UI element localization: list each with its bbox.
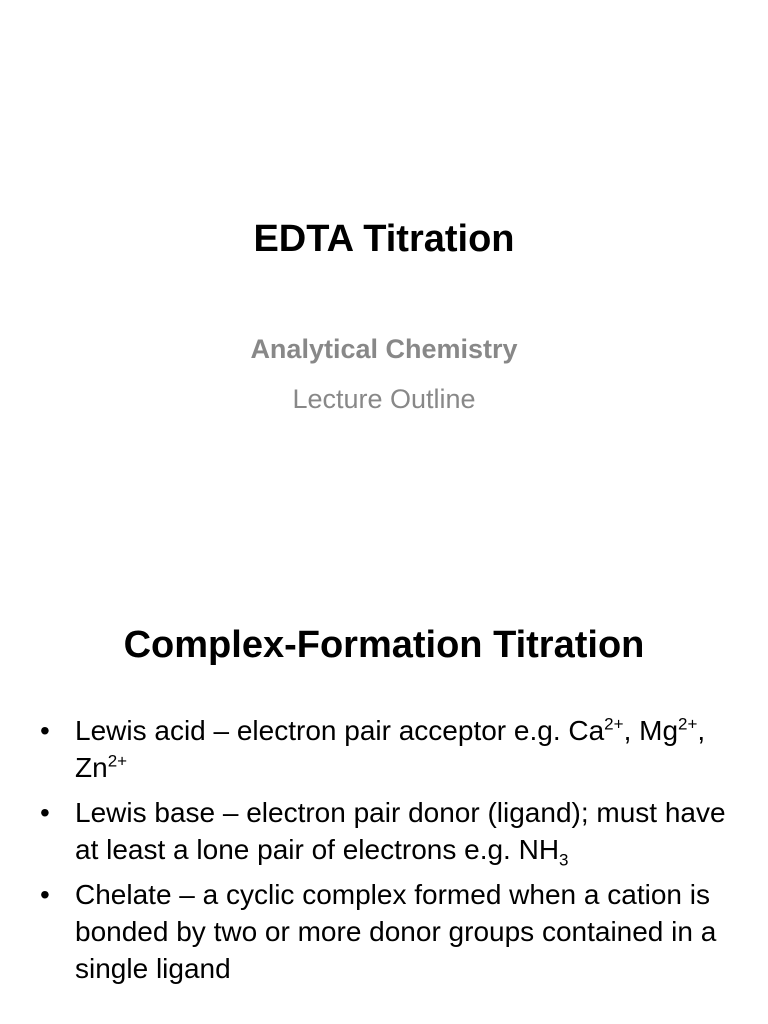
bullet-icon: •: [40, 797, 50, 828]
bullet-text: Lewis acid – electron pair acceptor e.g. $Ca^{2+}$, $Mg^{2+}$, $Zn^{2+}$: [75, 714, 706, 783]
bullet-text: Lewis base – electron pair donor (ligand); must have at least a lone pair of electrons e.g. $NH_3$: [75, 797, 726, 870]
bullet-list: [40, 712, 740, 995]
bullet-item-lewis-base: [40, 794, 740, 868]
bullet-icon: •: [40, 879, 50, 910]
slide-title: EDTA Titration: [253, 218, 515, 260]
lecture-subtitle: Lecture Outline: [292, 384, 476, 414]
bullet-item-lewis-acid: [40, 712, 740, 786]
content-slide-title: Complex-Formation Titration: [123, 624, 645, 666]
bullet-icon: •: [40, 715, 50, 746]
course-subtitle: Analytical Chemistry: [250, 334, 518, 364]
bullet-text: Chelate – a cyclic complex formed when a cation is bonded by two or more donor groups contained in a single ligand: [75, 879, 717, 984]
bullet-item-chelate: [40, 876, 740, 987]
